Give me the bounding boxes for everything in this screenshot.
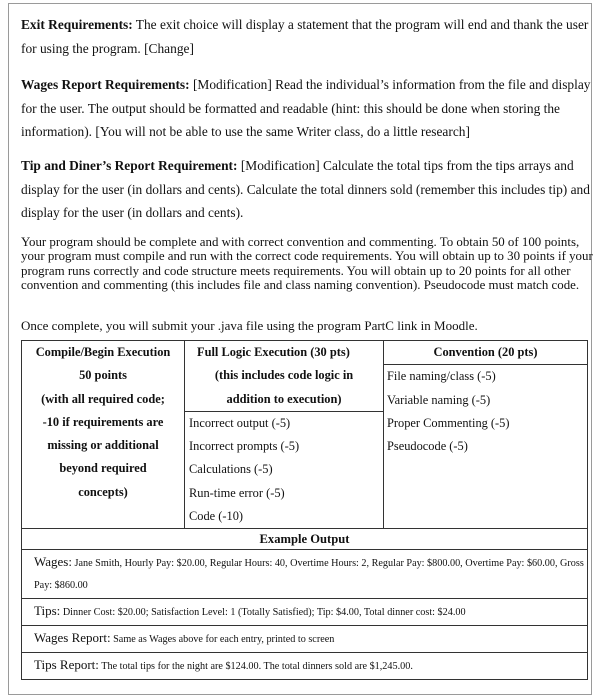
wages-report-requirements-label: Wages Report Requirements:	[21, 77, 190, 92]
example-tips-report-label: Tips Report:	[34, 657, 99, 673]
exit-requirements-label: Exit Requirements:	[21, 17, 133, 32]
rubric-compile-column	[22, 341, 185, 529]
rubric-logic-item: Code (-10)	[189, 509, 244, 524]
rubric-compile-line: (with all required code;	[41, 391, 165, 406]
example-wages-report	[22, 625, 587, 652]
rubric-convention-heading: Convention (20 pts)	[384, 341, 587, 365]
example-output-title: Example Output	[259, 532, 350, 547]
submission-instructions: Once complete, you will submit your .java file using the program PartC link in Moodle.	[21, 318, 478, 333]
rubric-logic-subheading: (this includes code logic in	[214, 368, 354, 383]
rubric-logic-item: Calculations (-5)	[189, 462, 273, 477]
rubric-logic-subheading: addition to execution)	[185, 388, 383, 412]
tip-diner-requirements-label: Tip and Diner’s Report Requirement:	[21, 158, 238, 173]
example-wages-report-label: Wages Report:	[34, 630, 111, 646]
rubric-table	[21, 340, 588, 680]
rubric-convention-item: Proper Commenting (-5)	[387, 415, 510, 430]
example-tips-text: Dinner Cost: $20.00; Satisfaction Level: 1 (Totally Satisfied); Tip: $4.00, Total dinner cost: $24.00	[60, 607, 466, 619]
grading-paragraph: Your program should be complete and with correct convention and commenting. To obtain 50 of 100 points, your program must compile and run with the correct code requirements. You will obtain up to 30 points if your program runs correctly and code structure meets requirements. You will obtain up to 20 points for all other convention and commenting (this includes file and class naming convention). Pseudocode must match code.	[21, 235, 593, 292]
rubric-compile-line: Compile/Begin Execution	[35, 345, 171, 359]
rubric-compile-line: beyond required	[59, 461, 147, 476]
example-wages	[22, 549, 587, 598]
example-wages-text: Jane Smith, Hourly Pay: $20.00, Regular Hours: 40, Overtime Hours: 2, Regular Pay: $800.00, Overtime Pay: $60.00, Gross Pay: $860.00	[34, 558, 584, 592]
exit-requirements	[21, 13, 591, 60]
rubric-logic-item: Incorrect output (-5)	[189, 415, 291, 430]
example-output-cell	[22, 529, 588, 680]
rubric-compile-line: missing or additional	[47, 438, 159, 453]
example-wages-label: Wages:	[34, 554, 72, 570]
rubric-compile-line: 50 points	[79, 368, 127, 383]
rubric-convention-item: Variable naming (-5)	[387, 392, 491, 407]
example-tips-report	[22, 652, 587, 679]
example-output-row	[22, 529, 588, 680]
tip-diner-requirements	[21, 154, 591, 225]
rubric-compile-line: concepts)	[78, 484, 128, 499]
tip-diner-requirements-text: [Modification] Calculate the total tips from the tips arrays and display for the user (in dollars and cents). Calculate the total dinners sold (remember this includes tip) and display for the user (in dollars and cents).	[21, 158, 590, 220]
rubric-logic-column	[185, 341, 384, 529]
rubric-logic-item: Run-time error (-5)	[189, 485, 285, 500]
example-wages-report-text: Same as Wages above for each entry, printed to screen	[110, 634, 335, 646]
exit-requirements-text: The exit choice will display a statement that the program will end and thank the user for using the program. [Change]	[21, 17, 589, 56]
rubric-convention-column	[384, 341, 588, 529]
wages-report-requirements	[21, 73, 591, 144]
rubric-convention-item: Pseudocode (-5)	[387, 439, 468, 454]
rubric-convention-item: File naming/class (-5)	[387, 369, 496, 384]
rubric-logic-heading: Full Logic Execution (30 pts)	[197, 345, 350, 359]
wages-report-requirements-text: [Modification] Read the individual’s information from the file and display for the user. The output should be formatted and readable (hint: this should be done when storing the information). [You will not be able to use the same Writer class, do a little research]	[21, 77, 591, 139]
rubric-logic-item: Incorrect prompts (-5)	[189, 439, 300, 454]
example-tips-label: Tips:	[34, 603, 61, 619]
example-tips	[22, 598, 587, 625]
rubric-row	[22, 341, 588, 529]
example-tips-report-text: The total tips for the night are $124.00. The total dinners sold are $1,245.00.	[98, 661, 413, 673]
rubric-compile-line: -10 if requirements are	[42, 414, 164, 429]
